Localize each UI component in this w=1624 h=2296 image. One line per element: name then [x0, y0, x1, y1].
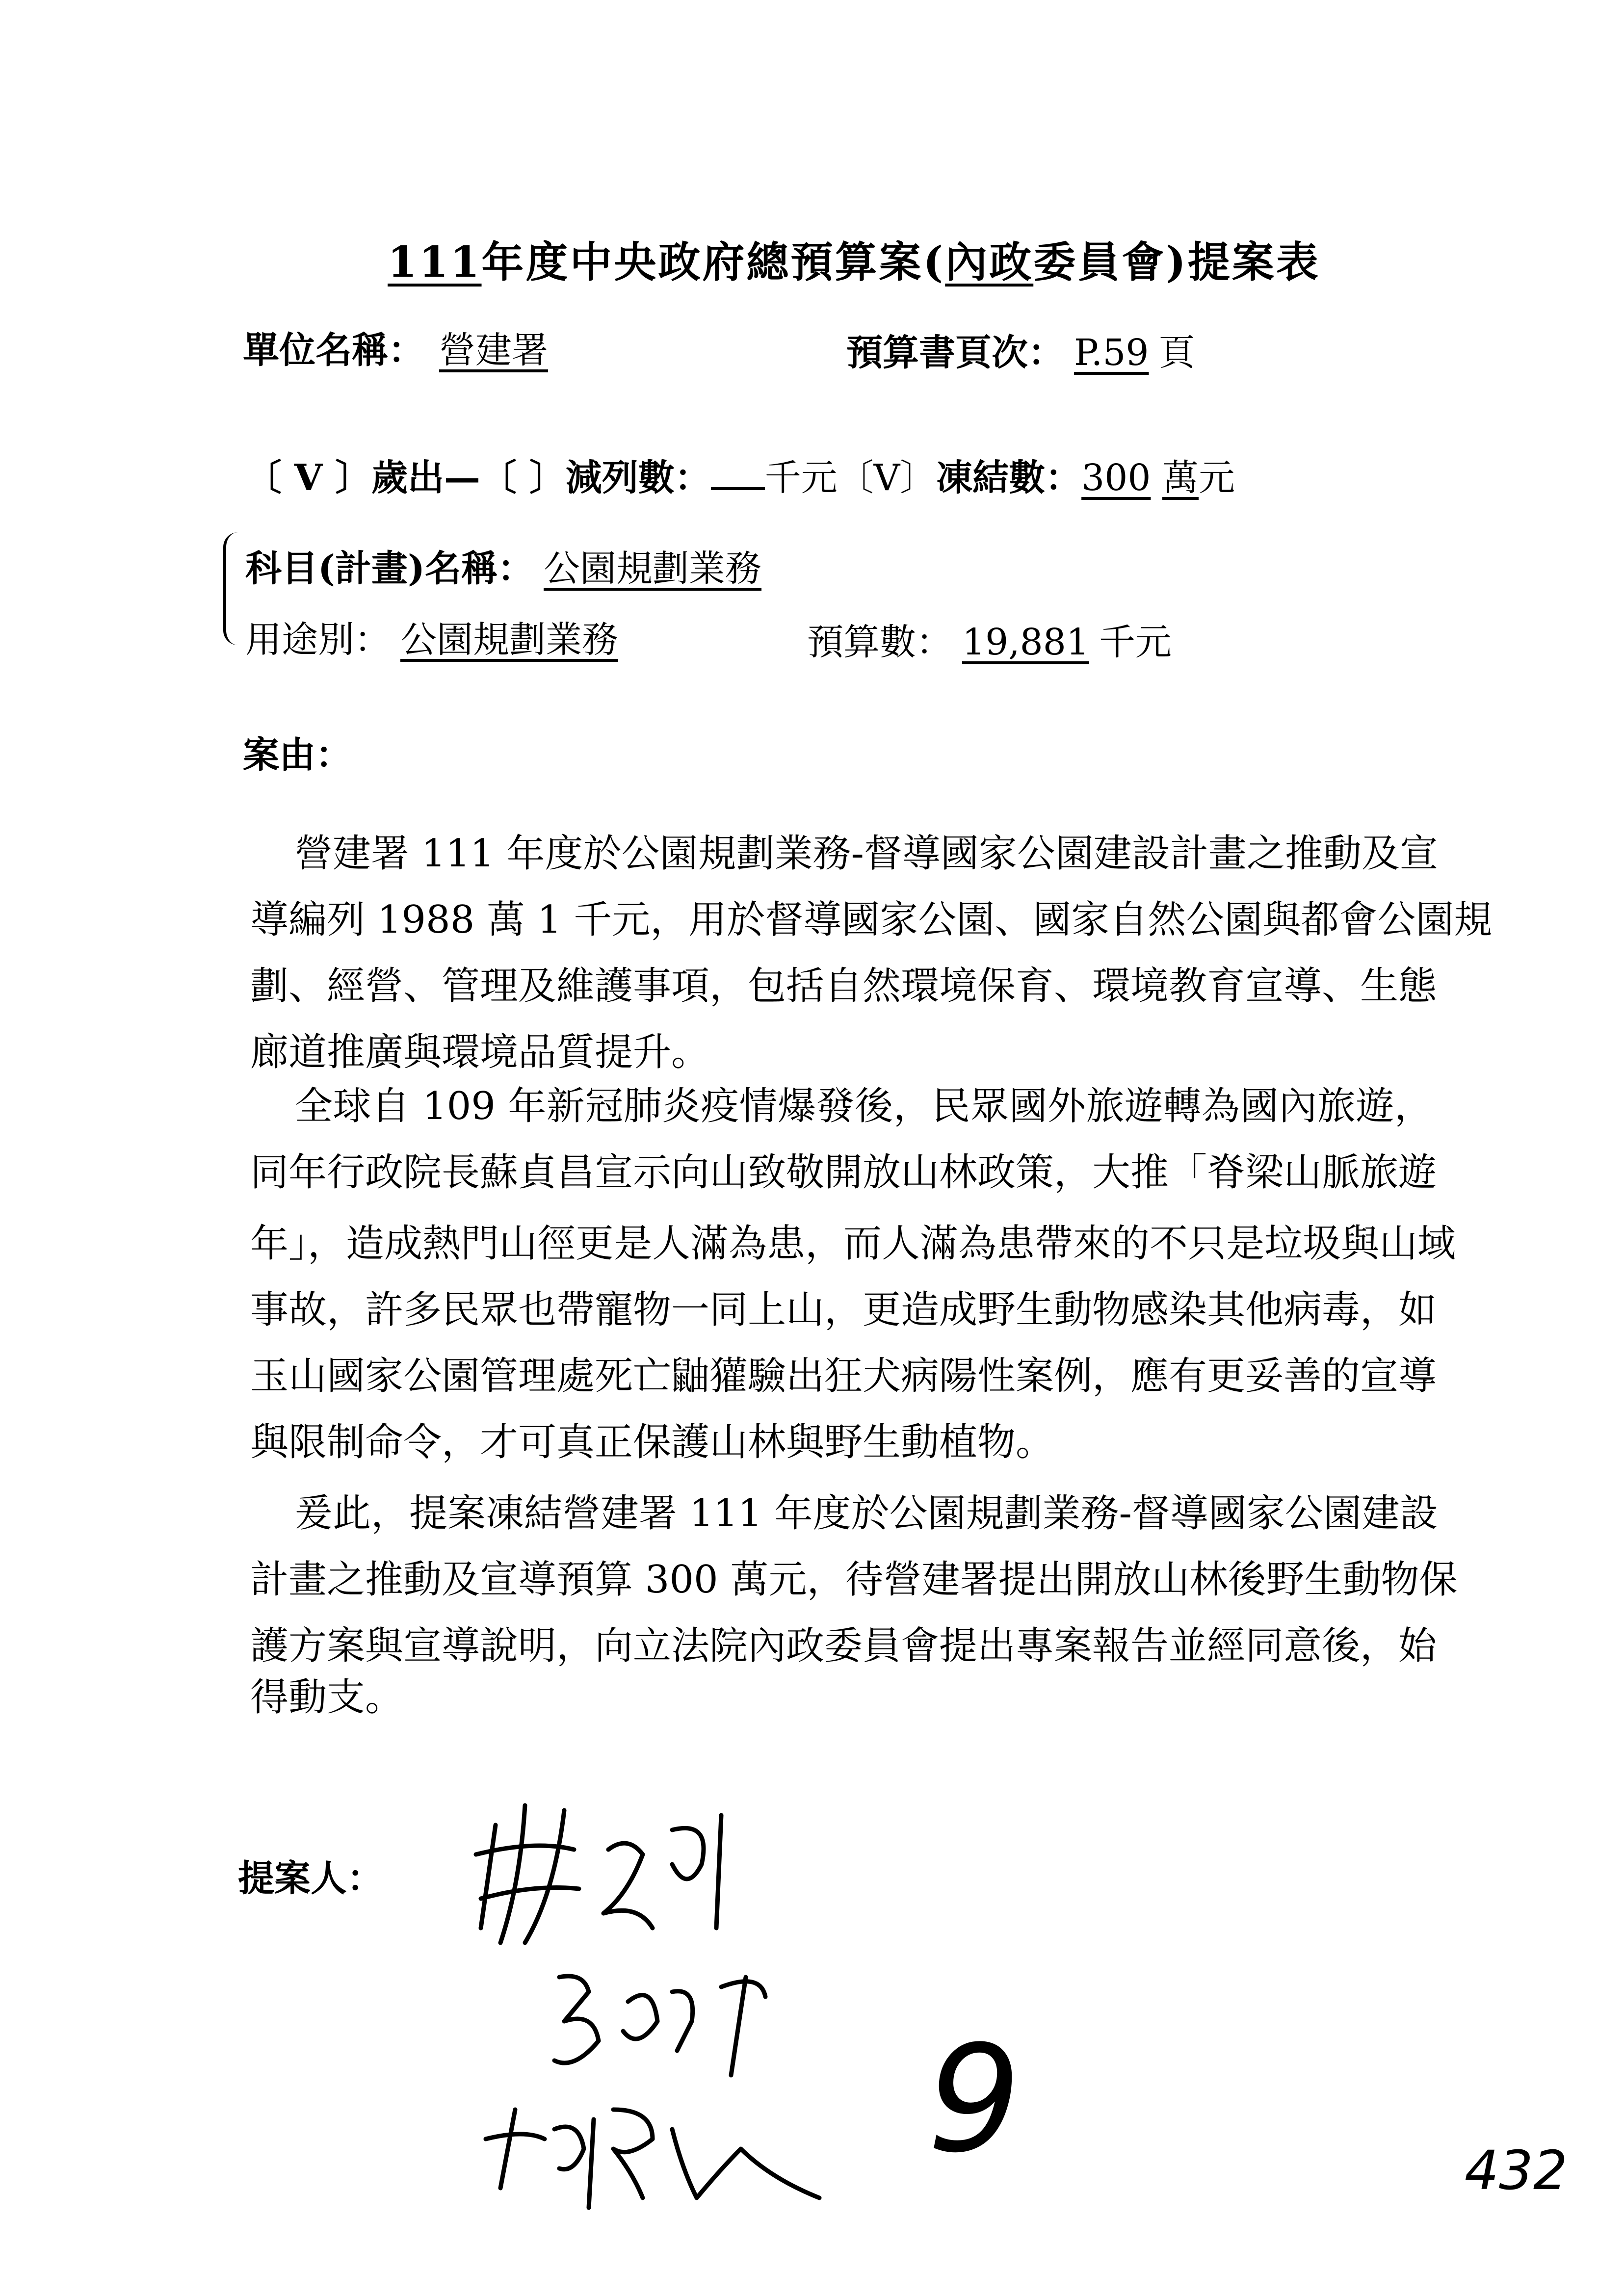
reduce-blank	[711, 487, 765, 490]
reason-label: 案由：	[243, 734, 352, 776]
body-line: 與限制命令，才可真正保護山林與野生動植物。	[250, 1420, 1054, 1464]
proposer-label: 提案人：	[238, 1857, 383, 1900]
body-line: 劃、經營、管理及維護事項，包括自然環境保育、環境教育宣導、生態	[250, 964, 1437, 1008]
signature-2	[554, 1976, 765, 2075]
body-line: 廊道推廣與環境品質提升。	[250, 1030, 710, 1074]
signature-1	[476, 1805, 721, 1943]
budget-row: 預算數： 19,881 千元	[807, 621, 1172, 663]
unit-value: 營建署	[439, 329, 548, 371]
document-title: 111年度中央政府總預算案(內政委員會)提案表	[388, 237, 1320, 287]
page-ref-row: 預算書頁次： P.59 頁	[846, 332, 1195, 374]
body-line: 全球自 109 年新冠肺炎疫情爆發後，民眾國外旅遊轉為國內旅遊，	[294, 1084, 1433, 1128]
body-line: 爰此，提案凍結營建署 111 年度於公園規劃業務-督導國家公園建設	[294, 1491, 1438, 1536]
handwritten-count: 9	[927, 2014, 1021, 2185]
subject-value: 公園規劃業務	[544, 548, 762, 590]
freeze-value: 300	[1081, 457, 1151, 499]
body-line: 玉山國家公園管理處死亡鼬獾驗出狂犬病陽性案例，應有更妥善的宣導	[250, 1354, 1437, 1398]
body-line: 事故，許多民眾也帶寵物一同上山，更造成野生動物感染其他病毒，如	[250, 1288, 1437, 1332]
unit-row: 單位名稱： 營建署	[243, 321, 577, 373]
body-line: 導編列 1988 萬 1 千元，用於督導國家公園、國家自然公園與都會公園規	[250, 898, 1493, 942]
bracket	[223, 532, 246, 645]
budget-value: 19,881	[962, 621, 1089, 663]
body-line: 營建署 111 年度於公園規劃業務-督導國家公園建設計畫之推動及宣	[294, 832, 1438, 876]
page-ref-value: P.59	[1074, 332, 1149, 374]
body-line: 得動支。	[250, 1675, 404, 1720]
purpose-value: 公園規劃業務	[400, 619, 618, 661]
subject-row: 科目(計畫)名稱： 公園規劃業務	[245, 540, 791, 592]
body-line: 計畫之推動及宣導預算 300 萬元，待營建署提出開放山林後野生動物保	[250, 1558, 1458, 1602]
purpose-row: 用途別： 公園規劃業務	[245, 611, 638, 663]
body-line: 護方案與宣導說明，向立法院內政委員會提出專案報告並經同意後，始	[250, 1624, 1437, 1668]
handwritten-page-number: 432	[1465, 2139, 1568, 2202]
body-line: 年」，造成熱門山徑更是人滿為患，而人滿為患帶來的不只是垃圾與山域	[250, 1222, 1456, 1266]
body-line: 同年行政院長蘇貞昌宣示向山致敬開放山林政策，大推「脊梁山脈旅遊	[250, 1150, 1437, 1195]
options-row: 〔 V 〕歲出—〔 〕減列數： 千元〔V〕凍結數：300 萬元	[245, 457, 1235, 499]
signature-3	[486, 2110, 819, 2208]
